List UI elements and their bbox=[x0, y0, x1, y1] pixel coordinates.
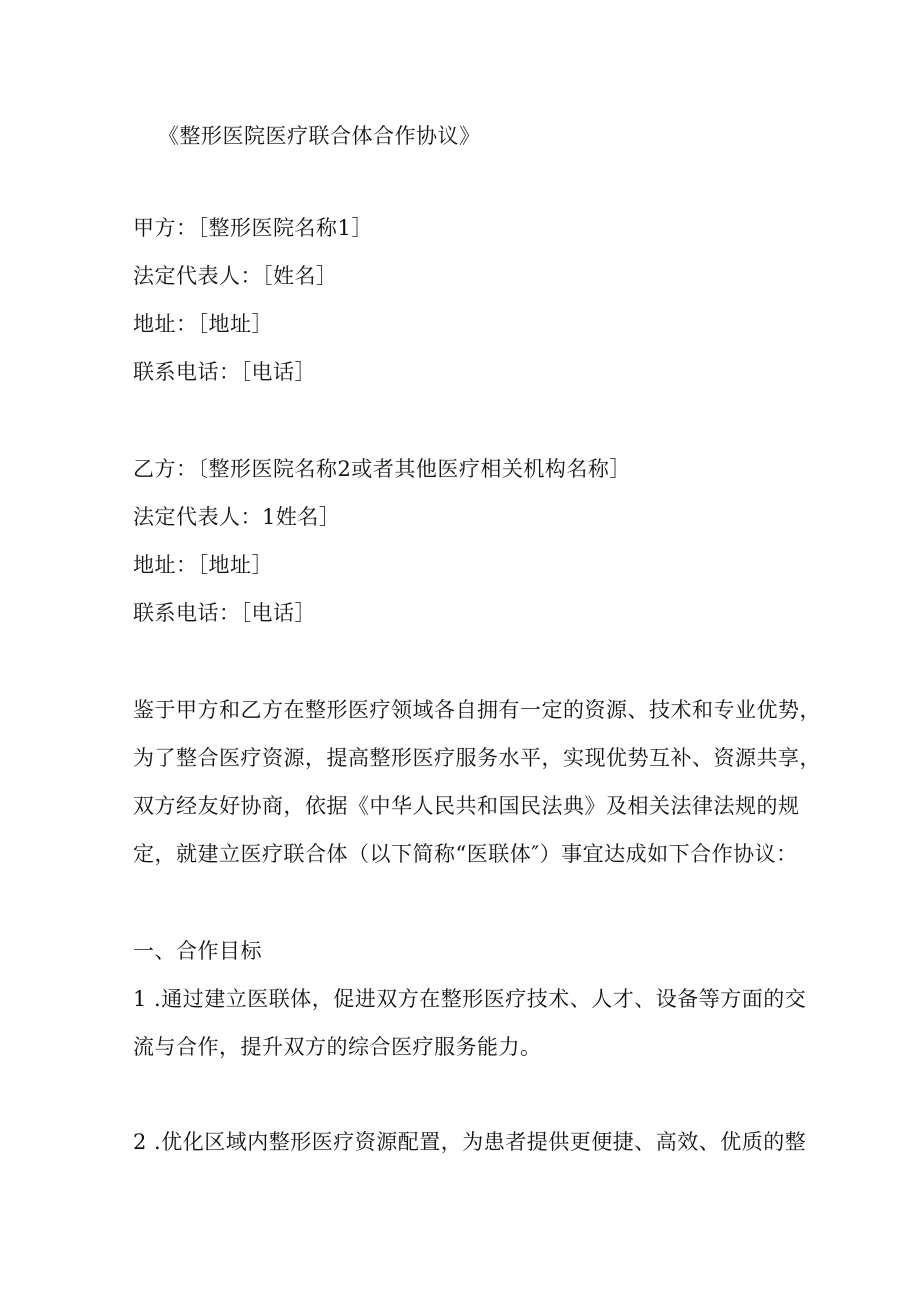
preamble-line: 鉴于甲方和乙方在整形医疗领域各自拥有一定的资源、技术和专业优势， bbox=[133, 698, 821, 722]
preamble-line: 双方经友好协商，依据《中华人民共和国民法典》及相关法律法规的规 bbox=[133, 794, 800, 818]
section-item-line: 2 .优化区域内整形医疗资源配置，为患者提供更便捷、高效、优质的整 bbox=[133, 1130, 807, 1154]
document-title: 《整形医院医疗联合体合作协议》 bbox=[158, 124, 481, 148]
party-a-name: 甲方：［整形医院名称1］ bbox=[133, 216, 373, 240]
section-item-line: 1 .通过建立医联体，促进双方在整形医疗技术、人才、设备等方面的交 bbox=[133, 987, 807, 1011]
preamble-line: 为了整合医疗资源，提高整形医疗服务水平，实现优势互补、资源共享， bbox=[133, 746, 821, 770]
party-a-address: 地址：［地址］ bbox=[133, 312, 273, 336]
party-b-address: 地址：［地址］ bbox=[133, 553, 273, 577]
party-a-phone: 联系电话：［电话］ bbox=[133, 360, 316, 384]
party-b-phone: 联系电话：［电话］ bbox=[133, 601, 316, 625]
section-heading: 一、合作目标 bbox=[133, 939, 262, 963]
section-item-line: 流与合作，提升双方的综合医疗服务能力。 bbox=[133, 1035, 542, 1059]
preamble-line: 定，就建立医疗联合体（以下简称“医联体″）事宜达成如下合作协议： bbox=[133, 842, 798, 866]
party-b-representative: 法定代表人：1姓名］ bbox=[133, 505, 341, 529]
party-b-name: 乙方：〔整形医院名称2或者其他医疗相关机构名称］ bbox=[133, 457, 631, 481]
party-a-representative: 法定代表人：［姓名］ bbox=[133, 264, 338, 288]
